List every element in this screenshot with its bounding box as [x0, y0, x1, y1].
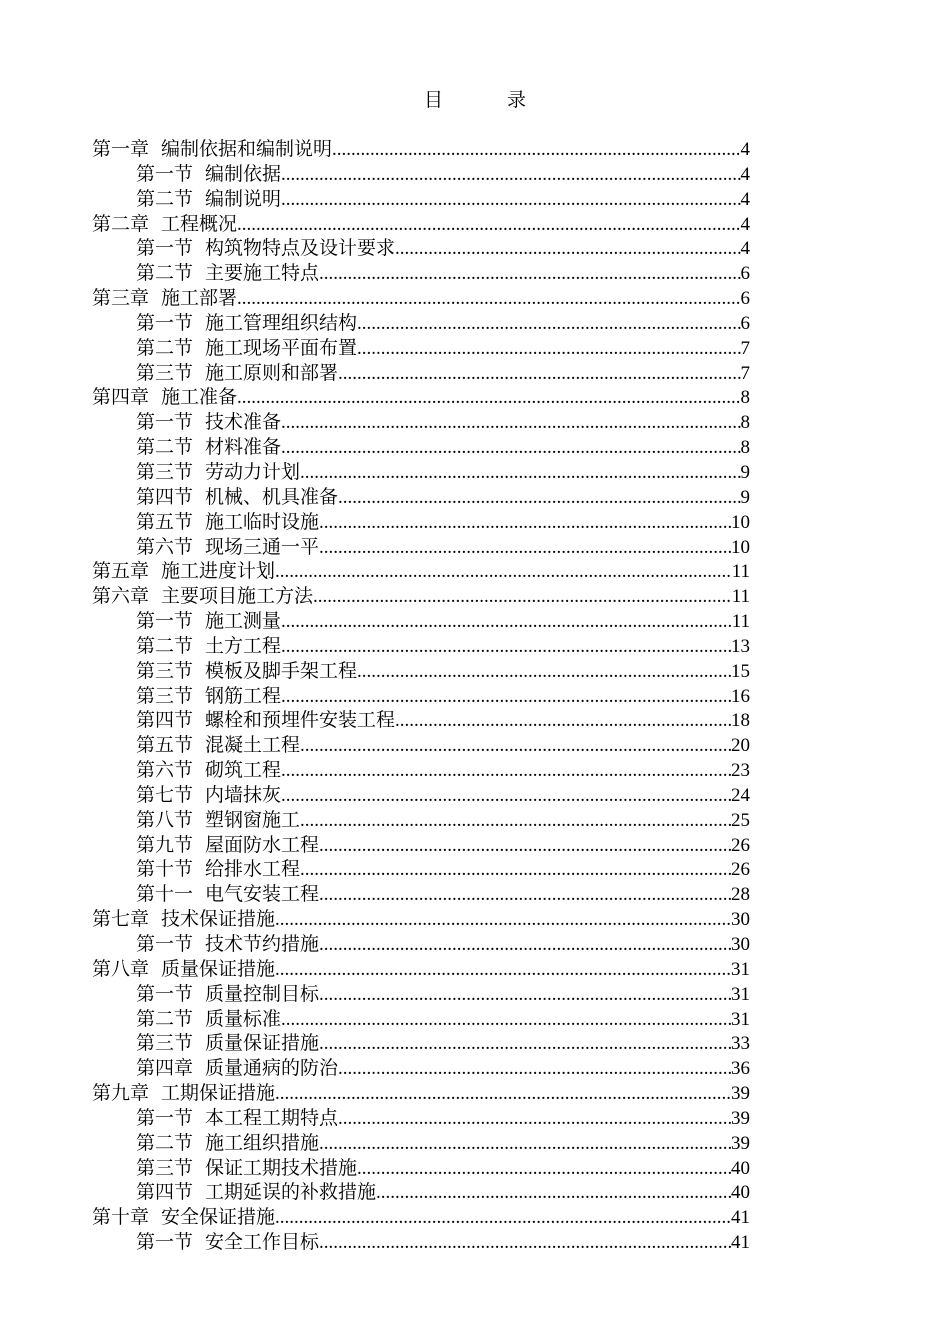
toc-page-number: 28 — [731, 884, 750, 906]
toc-entry-number: 第一节 — [136, 411, 194, 434]
toc-page-number: 30 — [731, 934, 750, 955]
toc-page-number: 39 — [731, 1132, 750, 1154]
toc-entry-number: 第六章 — [92, 585, 150, 608]
toc-entry-number: 第二章 — [92, 212, 150, 235]
toc-chapter-entry[interactable] — [92, 212, 750, 237]
toc-page-number: 39 — [731, 1083, 750, 1105]
toc-page-number: 41 — [731, 1232, 750, 1254]
toc-entry-title: 施工管理组织结构 — [205, 311, 358, 334]
toc-entry-title: 编制依据 — [205, 162, 282, 185]
toc-section-entry[interactable] — [92, 659, 750, 684]
toc-entry-title: 材料准备 — [205, 436, 282, 459]
toc-entry-number: 第二节 — [136, 336, 194, 359]
toc-entry-number: 第三节 — [136, 1156, 194, 1179]
toc-dot-leader — [281, 1008, 731, 1032]
toc-entry-number: 第三节 — [136, 1032, 194, 1055]
toc-dot-leader — [275, 560, 732, 584]
toc-entry-title: 安全工作目标 — [205, 1231, 320, 1254]
toc-entry-title: 施工现场平面布置 — [205, 336, 358, 359]
toc-dot-leader — [319, 933, 731, 957]
toc-dot-leader — [300, 809, 731, 833]
toc-entry-number: 第三章 — [92, 287, 150, 310]
toc-dot-leader — [319, 1032, 731, 1056]
table-of-contents — [92, 137, 750, 1255]
toc-entry-title: 主要施工特点 — [205, 262, 320, 285]
toc-entry-number: 第四章 — [136, 1057, 194, 1080]
toc-entry-number: 第四节 — [136, 485, 194, 508]
toc-entry-number: 第一节 — [136, 237, 194, 260]
toc-entry-title: 技术保证措施 — [161, 908, 276, 931]
toc-section-entry[interactable] — [92, 609, 750, 634]
toc-page-number: 10 — [731, 536, 750, 558]
toc-dot-leader — [319, 511, 731, 535]
toc-entry-number: 第三节 — [136, 684, 194, 707]
toc-dot-leader — [357, 660, 731, 684]
toc-entry-number: 第一节 — [136, 1106, 194, 1129]
toc-dot-leader — [275, 908, 731, 932]
toc-dot-leader — [338, 362, 740, 386]
toc-section-entry[interactable] — [92, 833, 750, 858]
toc-entry-number: 第六节 — [136, 759, 194, 782]
toc-entry-title: 施工部署 — [161, 287, 238, 310]
toc-dot-leader — [357, 312, 740, 336]
toc-section-entry[interactable] — [92, 1106, 750, 1131]
toc-chapter-entry[interactable] — [92, 286, 750, 311]
toc-entry-number: 第七章 — [92, 908, 150, 931]
toc-page-number: 31 — [731, 1008, 750, 1030]
toc-section-entry[interactable] — [92, 336, 750, 361]
toc-entry-number: 第二节 — [136, 1007, 194, 1030]
toc-entry-number: 第八节 — [136, 808, 194, 831]
toc-section-entry[interactable] — [92, 1156, 750, 1181]
toc-dot-leader — [376, 1181, 731, 1205]
toc-section-entry[interactable] — [92, 435, 750, 460]
toc-section-entry[interactable] — [92, 261, 750, 286]
toc-section-entry[interactable] — [92, 1131, 750, 1156]
toc-entry-title: 质量通病的防治 — [205, 1057, 339, 1080]
toc-section-entry[interactable] — [92, 857, 750, 882]
toc-page-number: 30 — [731, 909, 750, 931]
toc-section-entry[interactable] — [92, 634, 750, 659]
toc-page-number: 8 — [740, 412, 750, 434]
toc-entry-title: 电气安装工程 — [205, 883, 320, 906]
toc-dot-leader — [300, 461, 740, 485]
toc-section-entry[interactable] — [92, 162, 750, 187]
toc-entry-title: 塑钢窗施工 — [205, 808, 301, 831]
toc-entry-number: 第四章 — [92, 386, 150, 409]
toc-page-number: 9 — [740, 486, 750, 508]
toc-dot-leader — [281, 635, 731, 659]
toc-chapter-entry[interactable] — [92, 137, 750, 162]
toc-dot-leader — [319, 1132, 731, 1156]
toc-page-number: 6 — [740, 288, 750, 310]
toc-entry-title: 技术准备 — [205, 411, 282, 434]
toc-entry-number: 第九节 — [136, 833, 194, 856]
toc-entry-title: 构筑物特点及设计要求 — [205, 237, 396, 260]
toc-dot-leader — [281, 188, 740, 212]
toc-chapter-entry[interactable] — [92, 1081, 750, 1106]
toc-entry-title: 质量保证措施 — [205, 1032, 320, 1055]
toc-dot-leader — [319, 983, 731, 1007]
toc-title-char-2: 录 — [507, 89, 527, 111]
toc-dot-leader — [313, 585, 732, 609]
toc-entry-number: 第四节 — [136, 709, 194, 732]
toc-page-number: 4 — [740, 139, 750, 160]
toc-page-number: 4 — [740, 188, 750, 210]
toc-entry-title: 工期延误的补救措施 — [205, 1181, 377, 1204]
toc-section-entry[interactable] — [92, 1007, 750, 1032]
toc-section-entry[interactable] — [92, 783, 750, 808]
toc-entry-number: 第五章 — [92, 560, 150, 583]
toc-chapter-entry[interactable] — [92, 1205, 750, 1230]
toc-page-number: 4 — [740, 238, 750, 260]
toc-dot-leader — [319, 883, 731, 907]
toc-entry-number: 第九章 — [92, 1082, 150, 1105]
toc-section-entry[interactable] — [92, 535, 750, 560]
toc-section-entry[interactable] — [92, 1230, 750, 1255]
toc-entry-title: 编制说明 — [205, 187, 282, 210]
toc-page-number: 23 — [731, 760, 750, 782]
toc-page-number: 25 — [731, 809, 750, 831]
toc-entry-number: 第一节 — [136, 610, 194, 633]
toc-dot-leader — [319, 262, 740, 286]
toc-entry-title: 机械、机具准备 — [205, 485, 339, 508]
toc-entry-title: 土方工程 — [205, 634, 282, 657]
toc-entry-title: 保证工期技术措施 — [205, 1156, 358, 1179]
toc-dot-leader — [275, 1082, 731, 1106]
toc-entry-title: 施工临时设施 — [205, 510, 320, 533]
toc-page-number: 39 — [731, 1107, 750, 1129]
toc-entry-number: 第三节 — [136, 361, 194, 384]
toc-title-char-1: 目 — [423, 89, 443, 111]
toc-entry-number: 第二节 — [136, 262, 194, 285]
toc-entry-number: 第二节 — [136, 1131, 194, 1154]
toc-page-number: 10 — [731, 511, 750, 533]
toc-entry-title: 施工准备 — [161, 386, 238, 409]
toc-page-number: 26 — [731, 834, 750, 856]
toc-page-number: 33 — [731, 1033, 750, 1055]
toc-entry-title: 施工测量 — [205, 610, 282, 633]
toc-entry-title: 技术节约措施 — [205, 933, 320, 955]
toc-dot-leader — [395, 237, 740, 261]
toc-entry-number: 第三节 — [136, 460, 194, 483]
toc-section-entry[interactable] — [92, 708, 750, 733]
toc-dot-leader — [357, 337, 740, 361]
toc-page-number: 20 — [731, 735, 750, 757]
toc-page-number: 36 — [731, 1058, 750, 1080]
toc-page-number: 31 — [731, 958, 750, 980]
toc-dot-leader — [275, 958, 731, 982]
toc-page-number: 11 — [731, 611, 750, 633]
toc-entry-title: 内墙抹灰 — [205, 783, 282, 806]
toc-page-number: 18 — [731, 710, 750, 732]
toc-entry-title: 砌筑工程 — [205, 759, 282, 782]
toc-chapter-entry[interactable] — [92, 957, 750, 982]
toc-entry-number: 第一节 — [136, 162, 194, 185]
toc-page-number: 13 — [731, 635, 750, 657]
toc-chapter-entry[interactable] — [92, 559, 750, 584]
toc-section-entry[interactable] — [92, 684, 750, 709]
toc-entry-title: 工程概况 — [161, 212, 238, 235]
toc-section-entry[interactable] — [92, 485, 750, 510]
toc-entry-number: 第四节 — [136, 1181, 194, 1204]
toc-entry-title: 屋面防水工程 — [205, 833, 320, 856]
toc-section-entry[interactable] — [92, 932, 750, 957]
toc-dot-leader — [319, 1231, 731, 1255]
toc-entry-title: 安全保证措施 — [161, 1206, 276, 1229]
toc-dot-leader — [237, 386, 740, 410]
toc-entry-number: 第一章 — [92, 138, 150, 160]
toc-entry-number: 第五节 — [136, 510, 194, 533]
toc-section-entry[interactable] — [92, 733, 750, 758]
toc-entry-number: 第三节 — [136, 659, 194, 682]
toc-dot-leader — [357, 1157, 731, 1181]
toc-dot-leader — [237, 287, 740, 311]
toc-page-number: 11 — [731, 561, 750, 583]
toc-page-number: 26 — [731, 859, 750, 881]
toc-entry-number: 第八章 — [92, 957, 150, 980]
toc-dot-leader — [281, 610, 732, 634]
toc-entry-title: 质量控制目标 — [205, 982, 320, 1005]
toc-dot-leader — [319, 834, 731, 858]
toc-dot-leader — [338, 1107, 731, 1131]
toc-entry-title: 施工原则和部署 — [205, 361, 339, 384]
toc-section-entry[interactable] — [92, 361, 750, 386]
toc-entry-title: 钢筋工程 — [205, 684, 282, 707]
toc-dot-leader — [281, 759, 731, 783]
toc-chapter-entry[interactable] — [92, 385, 750, 410]
toc-entry-number: 第一节 — [136, 982, 194, 1005]
toc-page-number: 9 — [740, 461, 750, 483]
toc-page-number: 6 — [740, 312, 750, 334]
toc-section-entry[interactable] — [92, 882, 750, 907]
toc-entry-title: 质量标准 — [205, 1007, 282, 1030]
toc-entry-title: 编制依据和编制说明 — [161, 138, 333, 160]
toc-dot-leader — [300, 734, 731, 758]
toc-page-number: 24 — [731, 784, 750, 806]
toc-section-entry[interactable] — [92, 808, 750, 833]
toc-chapter-entry[interactable] — [92, 584, 750, 609]
toc-entry-title: 给排水工程 — [205, 858, 301, 881]
toc-entry-title: 主要项目施工方法 — [161, 585, 314, 608]
toc-page-number: 4 — [740, 213, 750, 235]
toc-chapter-entry[interactable] — [92, 907, 750, 932]
toc-dot-leader — [275, 1206, 731, 1230]
toc-entry-number: 第十章 — [92, 1206, 150, 1229]
toc-dot-leader — [281, 411, 740, 435]
toc-entry-number: 第十一 — [136, 883, 194, 906]
toc-page-number: 31 — [731, 983, 750, 1005]
toc-page-number: 40 — [731, 1182, 750, 1204]
toc-page-number: 8 — [740, 437, 750, 459]
toc-entry-number: 第一节 — [136, 933, 194, 955]
toc-entry-number: 第一节 — [136, 311, 194, 334]
toc-section-entry[interactable] — [92, 311, 750, 336]
toc-dot-leader — [319, 536, 731, 560]
toc-page-number: 15 — [731, 660, 750, 682]
toc-page-number: 11 — [731, 586, 750, 608]
toc-entry-number: 第一节 — [136, 1231, 194, 1254]
toc-page-number: 41 — [731, 1207, 750, 1229]
toc-section-entry[interactable] — [92, 410, 750, 435]
toc-page-number: 7 — [740, 362, 750, 384]
toc-entry-title: 混凝土工程 — [205, 734, 301, 757]
toc-section-entry[interactable] — [92, 187, 750, 212]
toc-page-number: 8 — [740, 387, 750, 409]
toc-page-number: 4 — [740, 163, 750, 185]
toc-section-entry[interactable] — [92, 1180, 750, 1205]
toc-entry-title: 施工进度计划 — [161, 560, 276, 583]
toc-entry-title: 工期保证措施 — [161, 1082, 276, 1105]
toc-dot-leader — [338, 1057, 731, 1081]
toc-dot-leader — [395, 709, 731, 733]
toc-dot-leader — [281, 784, 731, 808]
toc-entry-number: 第七节 — [136, 783, 194, 806]
toc-entry-number: 第六节 — [136, 535, 194, 558]
toc-dot-leader — [281, 685, 731, 709]
toc-entry-title: 劳动力计划 — [205, 460, 301, 483]
toc-entry-title: 施工组织措施 — [205, 1131, 320, 1154]
toc-section-entry[interactable] — [92, 510, 750, 535]
toc-section-entry[interactable] — [92, 236, 750, 261]
toc-dot-leader — [237, 213, 740, 237]
toc-dot-leader — [332, 138, 740, 162]
toc-section-entry[interactable] — [92, 1056, 750, 1081]
toc-section-entry[interactable] — [92, 1031, 750, 1056]
toc-entry-title: 现场三通一平 — [205, 535, 320, 558]
toc-dot-leader — [281, 436, 740, 460]
toc-entry-number: 第二节 — [136, 187, 194, 210]
toc-section-entry[interactable] — [92, 460, 750, 485]
toc-section-entry[interactable] — [92, 758, 750, 783]
toc-entry-title: 本工程工期特点 — [205, 1106, 339, 1129]
toc-dot-leader — [338, 486, 740, 510]
toc-entry-number: 第二节 — [136, 634, 194, 657]
toc-dot-leader — [300, 858, 731, 882]
toc-entry-title: 模板及脚手架工程 — [205, 659, 358, 682]
toc-dot-leader — [281, 163, 740, 187]
toc-entry-number: 第十节 — [136, 858, 194, 881]
toc-page-number: 16 — [731, 685, 750, 707]
toc-page-number: 6 — [740, 263, 750, 285]
toc-entry-number: 第五节 — [136, 734, 194, 757]
toc-entry-title: 质量保证措施 — [161, 957, 276, 980]
toc-entry-title: 螺栓和预埋件安装工程 — [205, 709, 396, 732]
toc-section-entry[interactable] — [92, 982, 750, 1007]
toc-entry-number: 第二节 — [136, 436, 194, 459]
toc-title — [0, 88, 950, 112]
toc-page-number: 7 — [740, 337, 750, 359]
toc-page-number: 40 — [731, 1157, 750, 1179]
